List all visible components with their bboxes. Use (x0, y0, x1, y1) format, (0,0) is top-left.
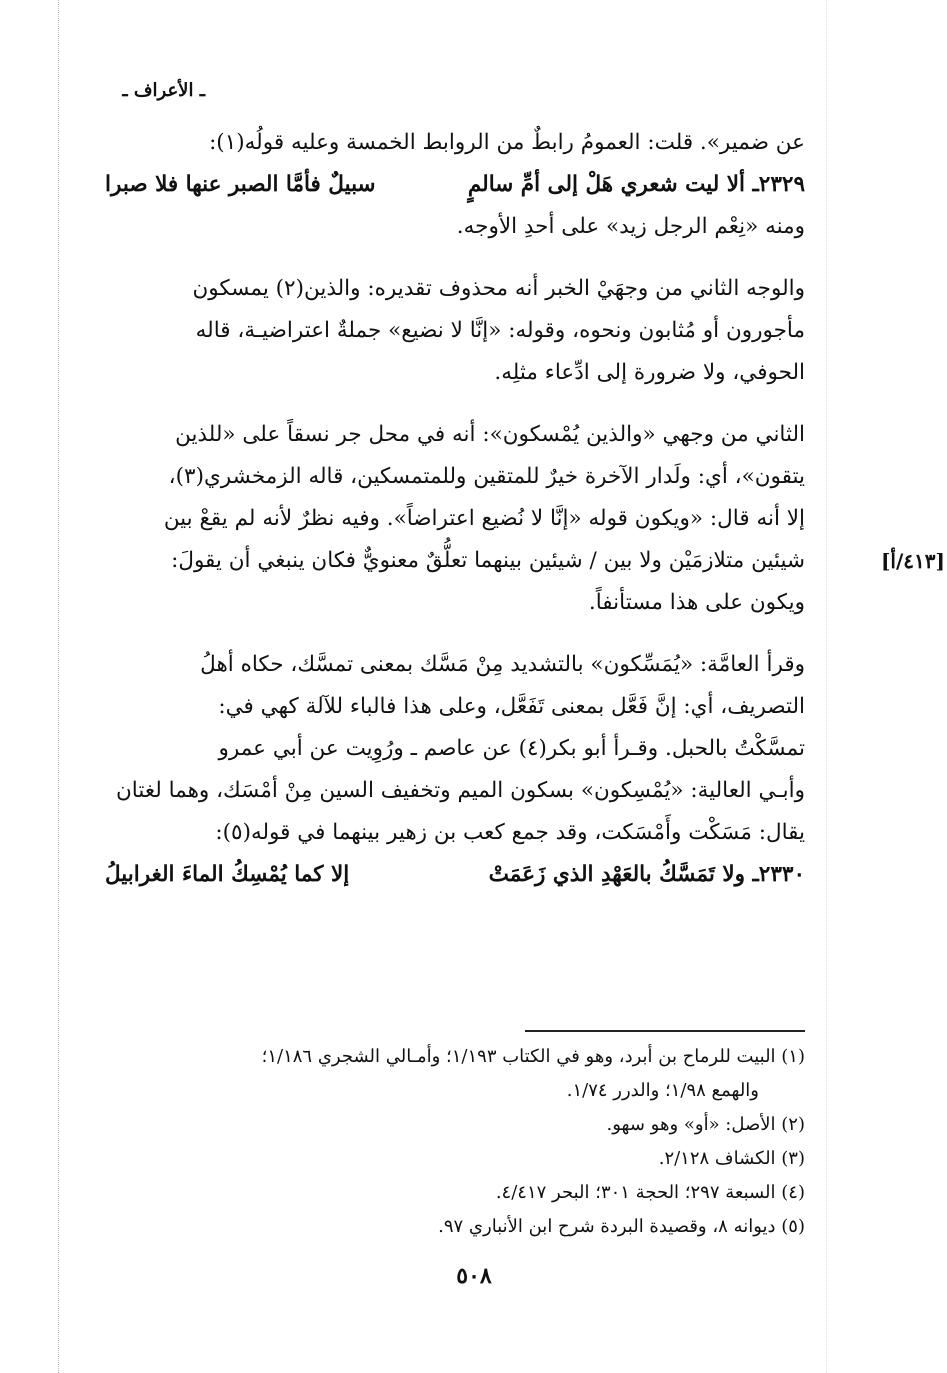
footnotes (105, 1040, 805, 1244)
footnote: (٤) السبعة ٢٩٧؛ الحجة ٣٠١؛ البحر ٤/٤١٧. (495, 1182, 805, 1203)
text-line: تمسَّكْتُ بالحبل. وقـرأ أبو بكر(٤) عن عاصم ـ ورُوِيت عن أبي عمرو (218, 736, 805, 761)
verse-second-hemistich: سبيلٌ فأمَّا الصبر عنها فلا صبرا (105, 172, 376, 197)
scan-edge-line (826, 0, 827, 1373)
footnote: (١) البيت للرماح بن أبرد، وهو في الكتاب ١/١٩٣؛ وأمـالي الشجري ١/١٨٦؛ (261, 1046, 805, 1067)
text-line: عن ضمير». قلت: العمومُ رابطٌ من الروابط الخمسة وعليه قولُه(١): (209, 130, 805, 155)
verse-line (105, 164, 805, 206)
scan-edge-line (58, 0, 59, 1373)
text-line: الثاني من وجهي «والذين يُمْسكون»: أنه في محل جر نسقاً على «للذين (175, 422, 805, 447)
footnote-separator (525, 1030, 805, 1032)
footnote: (٢) الأصل: «أو» وهو سهو. (606, 1114, 805, 1135)
text-line: ومنه «نِعْم الرجل زيد» على أحدِ الأوجه. (456, 214, 805, 239)
verse-first-hemistich: ٢٣٣٠ـ ولا تَمَسَّكُ بالعَهْدِ الذي زَعَمَتْ (488, 862, 805, 887)
text-line: التصريف، أي: إنَّ فَعَّل بمعنى تَفَعَّل، وعلى هذا فالباء للآلة كهي في: (218, 694, 805, 719)
verse-second-hemistich: إلا كما يُمْسِكُ الماءَ الغرابيلُ (105, 862, 350, 887)
text-line: وأبـي العالية: «يُمْسِكون» بسكون الميم وتخفيف السين مِنْ أمْسَك، وهما لغتان (116, 778, 805, 803)
footnote: (٣) الكشاف ٢/١٢٨. (658, 1148, 805, 1169)
paragraph-gap (105, 624, 805, 644)
text-line: ويكون على هذا مستأنفاً. (588, 590, 805, 615)
running-header: ـ الأعراف ـ (122, 80, 205, 101)
text-line: يقال: مَسَكْت وأَمْسَكت، وقد جمع كعب بن زهير بينهما في قوله(٥): (215, 820, 805, 845)
verse-first-hemistich: ٢٣٢٩ـ ألا ليت شعري هَلْ إلى أمِّ سالمٍ (467, 172, 805, 197)
verse-line (105, 854, 805, 896)
manuscript-folio-marker: [٤١٣/أ] (880, 549, 945, 573)
paragraph-gap (105, 248, 805, 268)
footnote-continuation: والهمع ١/٩٨؛ والدرر ١/٧٤. (566, 1080, 759, 1101)
text-line: والوجه الثاني من وجهَيْ الخبر أنه محذوف تقديره: والذين(٢) يمسكون (192, 276, 805, 301)
page-number: ٥٠٨ (456, 1263, 492, 1289)
text-line (105, 540, 945, 582)
text-line: وقرأ العامَّة: «يُمَسِّكون» بالتشديد مِنْ مَسَّك بمعنى تمسَّك، حكاه أهلُ (200, 652, 805, 677)
paragraph-gap (105, 394, 805, 414)
text-line: الحوفي، ولا ضرورة إلى ادِّعاء مثلِه. (494, 360, 805, 385)
footnote: (٥) ديوانه ٨، وقصيدة البردة شرح ابن الأنباري ٩٧. (438, 1216, 805, 1237)
text-line-content: شيئين متلازمَيْن ولا بين / شيئين بينهما تعلُّقٌ معنويٌّ فكان ينبغي أن يقولَ: (171, 548, 805, 573)
text-line: مأجورون أو مُثابون ونحوه، وقوله: «إنَّا لا نضيع» جملةٌ اعتراضيـة، قاله (195, 318, 805, 343)
main-text (105, 122, 945, 896)
text-line: إلا أنه قال: «ويكون قوله «إنَّا لا نُضيع اعتراضاً». وفيه نظرٌ لأنه لم يقعْ بين (163, 506, 805, 531)
text-line: يتقون»، أي: ولَدار الآخرة خيرٌ للمتقين وللمتمسكين، قاله الزمخشري(٣)، (168, 464, 805, 489)
